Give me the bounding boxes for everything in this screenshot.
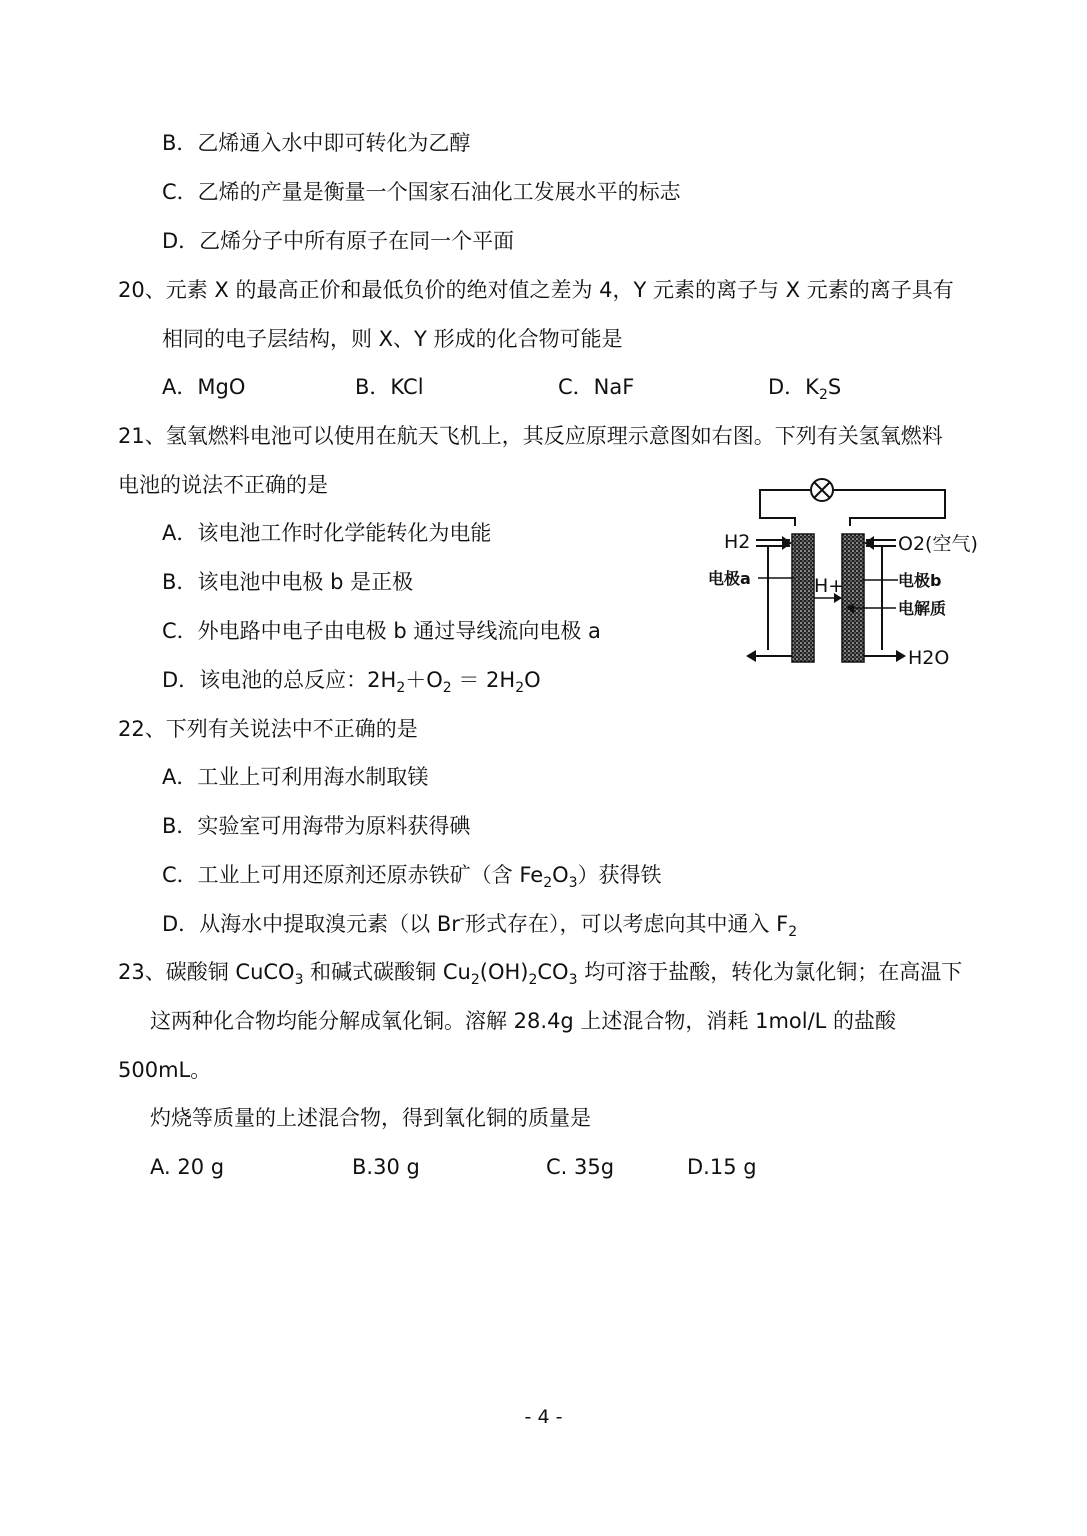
q20-option-b: B．KCl xyxy=(355,375,424,399)
q19-option-b: B．乙烯通入水中即可转化为乙醇 xyxy=(162,131,471,155)
q22-stem: 22、下列有关说法中不正确的是 xyxy=(118,717,418,741)
q23-option-a: A. 20 g xyxy=(150,1155,225,1179)
q20-option-d: D．$K_2S$ xyxy=(768,375,842,404)
q22-option-d: D．从海水中提取溴元素（以 Br-形式存在），可以考虑向其中通入 $F_2$ xyxy=(162,911,798,941)
h-ion-label: H+ xyxy=(814,575,845,597)
left-outlet-arrowhead xyxy=(746,650,756,662)
o2-label: O2(空气) xyxy=(898,533,978,555)
q22-option-c: C．工业上可用还原剂还原赤铁矿（含 $Fe_2O_3$）获得铁 xyxy=(162,863,662,892)
water-label: H2O xyxy=(908,647,950,669)
electrode-b-label: 电极b xyxy=(898,571,942,590)
q22-option-b: B．实验室可用海带为原料获得碘 xyxy=(162,814,471,838)
q21-option-a: A．该电池工作时化学能转化为电能 xyxy=(162,521,492,545)
q20-stem-line1: 20、元素 X 的最高正价和最低负价的绝对值之差为 4，Y 元素的离子与 X 元素的离子具有 xyxy=(118,278,954,302)
h2-inlet-arrowhead xyxy=(782,536,792,550)
external-wire xyxy=(834,490,945,526)
electrode-a-plate xyxy=(792,534,814,662)
q23-stem-line4: 灼烧等质量的上述混合物，得到氧化铜的质量是 xyxy=(150,1106,591,1130)
lamp-icon xyxy=(811,479,833,501)
o2-inlet-arrowhead xyxy=(864,536,874,550)
q23-number: 23、 xyxy=(118,960,166,984)
q20-number: 20、 xyxy=(118,278,166,302)
q21-number: 21、 xyxy=(118,424,166,448)
page-number: - 4 - xyxy=(524,1406,563,1428)
q22-number: 22、 xyxy=(118,717,166,741)
q23-option-d: D.15 g xyxy=(687,1155,757,1179)
q23-stem-line2: 这两种化合物均能分解成氧化铜。溶解 28.4g 上述混合物，消耗 1mol/L 的盐酸 xyxy=(150,1009,897,1033)
fuel-cell-diagram xyxy=(700,478,1000,678)
q21-option-d: D．该电池的总反应：$2H_2+O_2 = 2H_2O$ xyxy=(162,668,541,697)
q23-option-c: C. 35g xyxy=(546,1155,615,1179)
water-outlet-arrowhead xyxy=(896,650,906,662)
electrode-b-plate xyxy=(842,534,864,662)
q23-option-b: B.30 g xyxy=(352,1155,420,1179)
q23-stem-line3: 500mL。 xyxy=(118,1058,212,1082)
q20-stem-line2: 相同的电子层结构，则 X、Y 形成的化合物可能是 xyxy=(162,327,623,351)
q19-option-c: C．乙烯的产量是衡量一个国家石油化工发展水平的标志 xyxy=(162,180,681,204)
electrolyte-label: 电解质 xyxy=(898,599,947,618)
q21-stem-line2: 电池的说法不正确的是 xyxy=(118,473,328,497)
q20-option-a: A．MgO xyxy=(162,375,246,399)
q19-option-d: D．乙烯分子中所有原子在同一个平面 xyxy=(162,229,515,253)
q21-option-b: B．该电池中电极 b 是正极 xyxy=(162,570,414,594)
q20-option-c: C．NaF xyxy=(558,375,635,399)
h2-label: H2 xyxy=(724,531,751,553)
q23-stem-line1: 23、碳酸铜 CuCO$_3$ 和碱式碳酸铜 $Cu_2(OH)_2CO_3$ 均可溶于盐酸，转化为氯化铜；在高温下 xyxy=(118,960,963,989)
q22-option-a: A．工业上可利用海水制取镁 xyxy=(162,765,429,789)
q21-option-c: C．外电路中电子由电极 b 通过导线流向电极 a xyxy=(162,619,601,643)
external-wire xyxy=(760,490,810,526)
electrode-a-label: 电极a xyxy=(708,569,751,588)
q21-stem-line1: 21、氢氧燃料电池可以使用在航天飞机上，其反应原理示意图如右图。下列有关氢氧燃料 xyxy=(118,424,943,448)
